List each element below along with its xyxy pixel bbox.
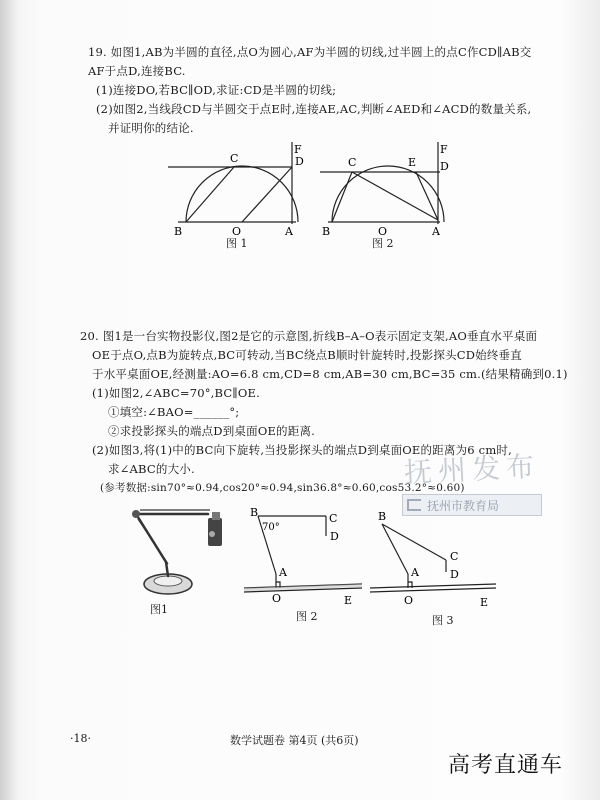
label-e: E — [408, 156, 417, 169]
label-a: A — [432, 225, 440, 238]
label-c: C — [348, 156, 357, 169]
label-d: D — [295, 155, 304, 168]
q20-line-5: ①填空:∠BAO=______°; — [108, 405, 240, 419]
q20-line-2: OE于点O,点B为旋转点,BC可转动,当BC绕点B顺时针旋转时,投影探头CD始终垂直 — [92, 348, 522, 362]
q20-line-6: ②求投影探头的端点D到桌面OE的距离. — [108, 424, 315, 438]
label-b: B — [378, 510, 387, 523]
semicircle-arc — [186, 166, 298, 222]
q19-line-5: 并证明你的结论. — [108, 121, 194, 135]
support-spring — [138, 519, 168, 564]
angle-label: 70° — [262, 522, 280, 533]
q19-line-1: 19. 如图1,AB为半圆的直径,点O为圆心,AF为半圆的切线,过半圆上的点C作CD∥AB交 — [88, 45, 532, 59]
q20-line-9: (参考数据:sin70°≈0.94,cos20°≈0.94,sin36.8°≈0.60,cos53.2°≈0.60) — [100, 482, 465, 494]
segment-ae — [416, 172, 438, 220]
q20-line-1: 20. 图1是一台实物投影仪,图2是它的示意图,折线B–A–O表示固定支架,AO垂直水平桌面 — [80, 329, 538, 343]
label-o: O — [404, 594, 414, 607]
q20-line-7: (2)如图3,将(1)中的BC向下旋转,当投影探头的端点D到桌面OE的距离为6 cm时, — [92, 443, 512, 457]
label-c: C — [329, 512, 338, 525]
footer-page-info: 数学试题卷 第4页 (共6页) — [230, 734, 359, 747]
pivot-b — [132, 510, 140, 518]
desk-oe-bottom — [370, 588, 496, 592]
q20-fig2-caption: 图 2 — [296, 610, 318, 623]
page-mark: ·18· — [70, 732, 91, 745]
q20-figure-3 — [370, 508, 500, 618]
q19-line-4: (2)如图2,当线段CD与半圆交于点E时,连接AE,AC,判断∠AED和∠ACD的数量关系, — [96, 102, 532, 116]
segment-bc — [332, 172, 352, 222]
label-c: C — [230, 152, 239, 165]
label-d: D — [450, 568, 459, 581]
label-o: O — [232, 225, 242, 238]
q19-line-3: (1)连接DO,若BC∥OD,求证:CD是半圆的切线; — [96, 83, 337, 97]
q20-figure-2 — [244, 504, 364, 614]
label-a: A — [279, 566, 287, 579]
label-o: O — [378, 225, 388, 238]
q20-line-3: 于水平桌面OE,经测量:AO=6.8 cm,CD=8 cm,AB=30 cm,BC=35 cm.(结果精确到0.1) — [92, 367, 568, 381]
head-cap — [212, 512, 220, 520]
watermark-text: 抚州发布 — [403, 449, 541, 490]
label-b: B — [250, 506, 259, 519]
label-d: D — [330, 530, 339, 543]
desk-oe-top — [370, 584, 496, 588]
label-c: C — [450, 550, 459, 563]
label-o: O — [272, 592, 282, 605]
q20-fig3-caption: 图 3 — [432, 614, 454, 627]
q20-line-8: 求∠ABC的大小. — [108, 462, 195, 476]
watermark-sub-text: 抚州市教育局 — [427, 499, 500, 513]
label-f: F — [294, 143, 302, 156]
label-b: B — [174, 225, 183, 238]
base-top — [154, 576, 182, 586]
label-d: D — [440, 160, 449, 173]
brand-watermark: 高考直通车 — [448, 753, 564, 778]
label-a: A — [411, 566, 419, 579]
segment-do — [242, 167, 292, 222]
segment-ac — [352, 172, 438, 220]
label-e: E — [344, 594, 353, 607]
label-f: F — [440, 143, 448, 156]
label-e: E — [480, 596, 489, 609]
label-a: A — [285, 225, 293, 238]
label-b: B — [322, 225, 331, 238]
q20-fig1-caption: 图1 — [150, 603, 168, 616]
q20-figure-1-projector — [128, 502, 238, 602]
q19-line-2: AF于点D,连接BC. — [88, 64, 186, 78]
q20-line-4: (1)如图2,∠ABC=70°,BC∥OE. — [92, 386, 260, 400]
q19-fig1-caption: 图 1 — [226, 237, 248, 250]
head-lens — [209, 531, 215, 537]
q19-fig2-caption: 图 2 — [372, 237, 394, 250]
